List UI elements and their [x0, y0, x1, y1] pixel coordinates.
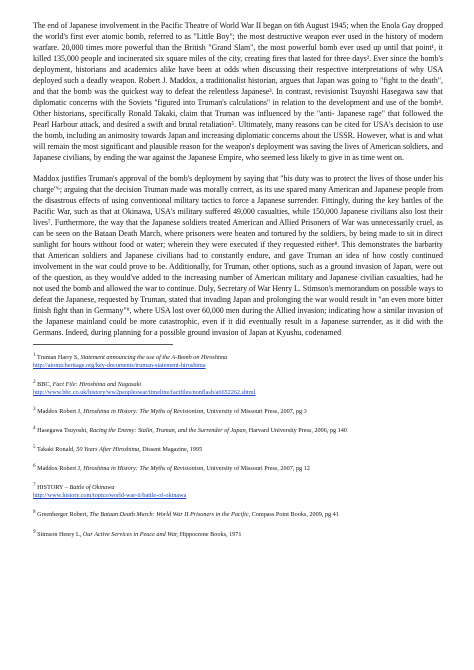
body-paragraph-2: Maddox justifies Truman's approval of the bomb's deployment by saying that "his duty was to protect the lives of those under his charge"⁶; arguing that the decision Truman made was morally correct, as its use spared many American and Japanese people from the disastrous effects of using conventional military tactics to force a Japanese surrender. Fittingly, during the key battles of the Pacific War, such as that at Okinawa, USA's military suffered 49,000 casualties, while 150,000 Japanese civilians also lost their lives⁷. Furthermore, the way that the Japanese soldiers treated American and Allied Prisoners of War was unnecessarily cruel, as can be seen on the Bataan Death March, where prisoners were beaten and tortured by the soldiers, by being made to sit in direct sunlight for hours without food or water; wherein they were executed if they requested either⁸. This demonstrates the barbarity that American soldiers and Japanese civilians had to constantly endure, and gave Truman an idea of how costly continued involvement in the war could prove to be. Additionally, for Truman, other options, such as a ground invasion of Japan, were out of the question, as they would've added to the increasing number of American military and Japanese civilian casualties, had he not used the bomb and allowed the war to continue. Duly, Secretary of War Henry L. Stimson's memorandum on possible ways to defeat the Japanese, requested by Truman, stated that invading Japan and prolonging the war would result in "an even more bitter finish fight than in Germany"⁹, where USA lost over 60,000 men during the Allied invasion; indicating how a similar invasion of the Japanese mainland could be more catastrophic, even if it did eventually result in a Japanese surrender, as it did with the Germans. Indeed, during planning for a possible ground invasion of Japan at Kyushu, codenamed — [33, 174, 443, 337]
footnote-link[interactable]: http://atomicheritage.org/key-documents/truman-statement-hiroshima — [33, 362, 206, 370]
footnote-4: $^4$ Hasegawa Tsuyoshi, Racing the Enemy: Stalin, Truman, and the Surrender of Japan, Harvard University Press, 2006, pg 140 — [33, 425, 347, 435]
body-paragraph-1: The end of Japanese involvement in the Pacific Theatre of World War II began on 6th August 1945; when the Enola Gay dropped the world's first ever atomic bomb, referred to as "Little Boy"; the most destructive weapon ever used in the history of modern warfare. 20,000 times more powerful than the British "Grand Slam", the most powerful bomb ever used up until that point¹, it killed 135,000 people and incinerated six square miles of the city, creating fires that lasted for three days². Ever since the bomb's deployment, historians and academics alike have been at odds when discussing their respective interpretations of why USA deployed such a deadly weapon. Robert J. Maddox, a traditionalist historian, argues that Japan was going to "fight to the death", and that the bomb was the quickest way to defeat the relentless Japanese³. In contrast, revisionist Tsuyoshi Hasegawa saw that diplomatic concerns with the Soviets "figured into Truman's calculations" in relation to the development and use of the bomb⁴. Other historians, specifically Ronald Takaki, claim that Truman was influenced by the "anti- Japanese rage" that followed the Pearl Harbour attack, and desired a swift and brutal retaliation⁵. Ultimately, many reasons can be cited for USA's decision to use the bomb, including an animosity towards Japan and increasing diplomatic concerns about the USSR. However, what is and what will remain the most significant and plausible reason for the weapon's deployment was saving the lives of American soldiers, and Japanese civilians, by ending the war against the Japanese Empire, who seemed less likely to give in as time went on. — [33, 21, 443, 162]
footnote-8: $^8$ Greenberger Robert, The Bataan Death March: World War II Prisoners in the Pacific, Compass Point Books, 2009, pg 41 — [33, 509, 339, 519]
footnote-divider — [33, 344, 173, 345]
footnote-5: $^5$ Takaki Ronald, 50 Years After Hiroshima, Dissent Magazine, 1995 — [33, 444, 203, 454]
footnote-6: $^6$ Maddox Robert J, Hiroshima in History: The Myths of Revisionism, University of Missouri Press, 2007, pg 12 — [33, 463, 310, 473]
footnote-link[interactable]: http://www.bbc.co.uk/history/ww2peopleswar/timeline/factfiles/nonflash/a6652262.shtml — [33, 389, 256, 397]
footnotes — [33, 351, 443, 539]
footnote-7: $^7$ HISTORY – Battle of Okinawa http://www.history.com/topics/world-war-ii/battle-of-okinawa — [33, 482, 187, 500]
footnote-9: $^9$ Stimson Henry L, Our Active Services in Peace and War, Hippocrene Books, 1971 — [33, 528, 242, 538]
footnote-2: $^2$ BBC, Fact File: Hiroshima and Nagasaki http://www.bbc.co.uk/history/ww2peopleswar/timeline/factfiles/nonflash/a6652262.shtml — [33, 379, 256, 397]
footnote-1: $^1$ Truman Harry S, Statement announcing the use of the A-Bomb on Hiroshima http://atomicheritage.org/key-documents/truman-statement-hiroshima — [33, 352, 228, 370]
footnote-link[interactable]: http://www.history.com/topics/world-war-ii/battle-of-okinawa — [33, 492, 187, 500]
document-page — [33, 20, 443, 547]
footnote-3: $^3$ Maddox Robert J, Hiroshima in History: The Myths of Revisionism, University of Missouri Press, 2007, pg 3 — [33, 406, 307, 416]
